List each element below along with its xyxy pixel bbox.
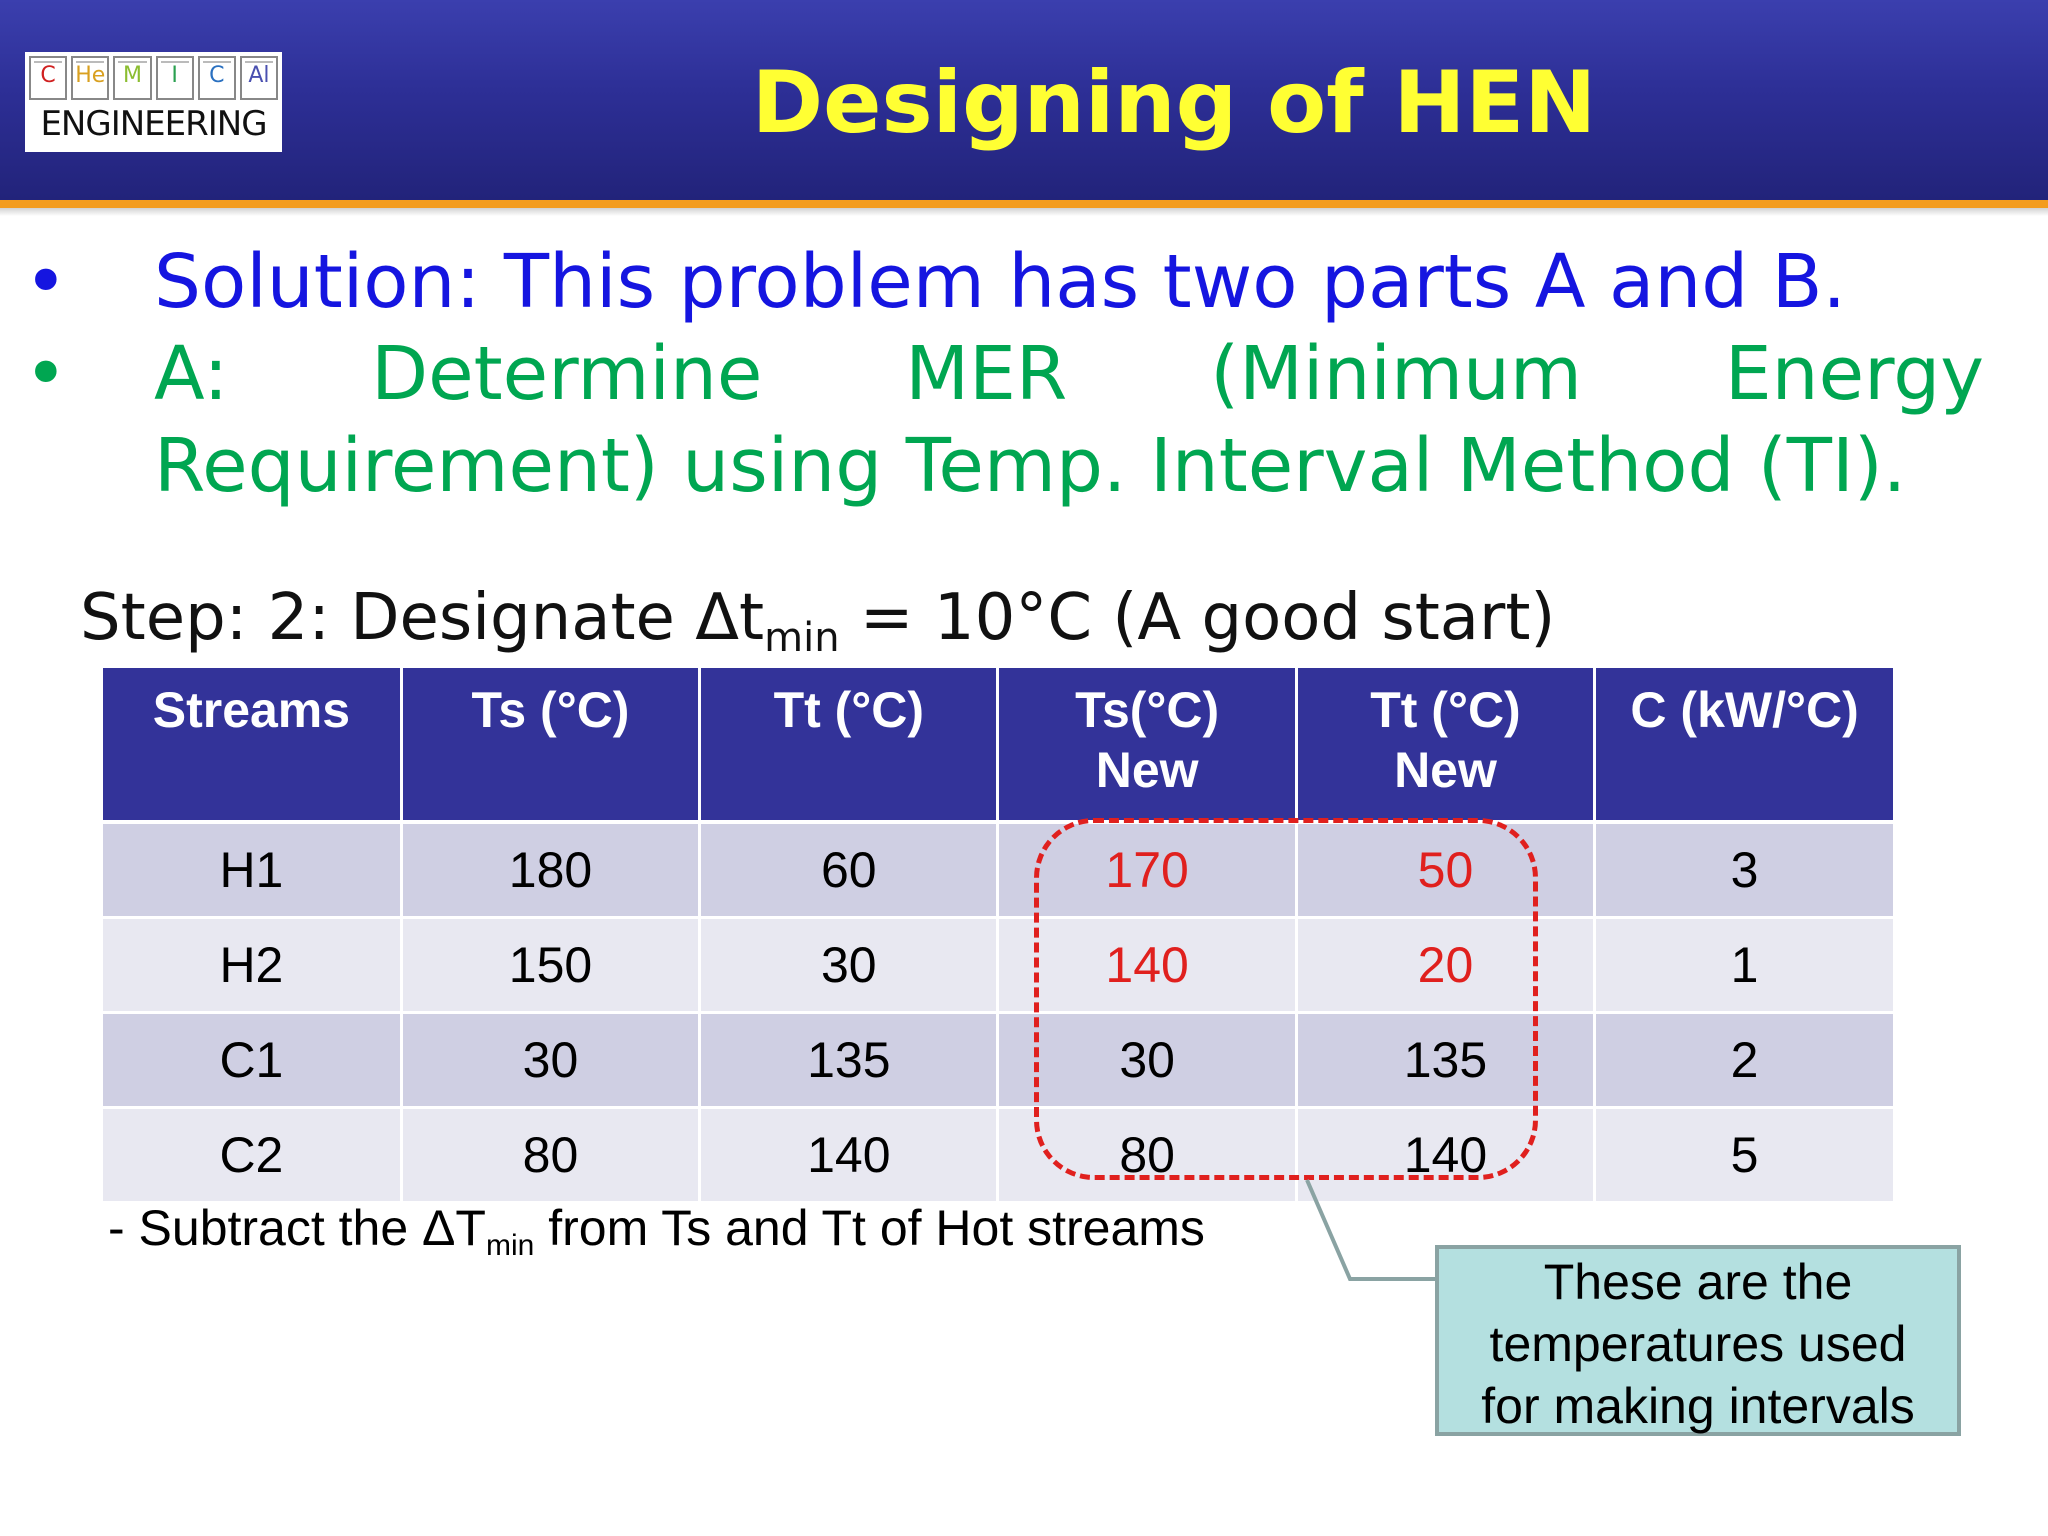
stream-data-table bbox=[103, 668, 1893, 1204]
header-line: Ts (°C) bbox=[471, 682, 630, 738]
table-cell: 180 bbox=[401, 822, 699, 918]
table-cell: H2 bbox=[103, 918, 401, 1013]
header-line: Streams bbox=[152, 682, 351, 738]
table-cell: 80 bbox=[401, 1108, 699, 1203]
table-cell: 150 bbox=[401, 918, 699, 1013]
table-cell: 2 bbox=[1595, 1013, 1893, 1108]
header-line: New bbox=[1095, 742, 1199, 798]
bullet-text-solution: Solution: This problem has two parts A and B. bbox=[154, 239, 1847, 325]
header-ts-new bbox=[998, 668, 1296, 822]
header-line: C (kW/°C) bbox=[1630, 682, 1859, 738]
header-heat-capacity bbox=[1595, 668, 1893, 822]
table-cell: 3 bbox=[1595, 822, 1893, 918]
header-line: Tt (°C) bbox=[1370, 682, 1521, 738]
bullet-marker: • bbox=[24, 331, 68, 417]
logo-text: ENGINEERING bbox=[40, 104, 267, 144]
callout-line: These are the bbox=[1543, 1254, 1853, 1310]
table-cell: 30 bbox=[401, 1013, 699, 1108]
table-cell: 1 bbox=[1595, 918, 1893, 1013]
header-ts bbox=[401, 668, 699, 822]
table-row-h2 bbox=[103, 918, 1893, 1013]
table-cell: H1 bbox=[103, 822, 401, 918]
step-subscript: min bbox=[764, 615, 840, 661]
bullet-text-part-a: A: Determine MER (Minimum Energy Requirement) using Temp. Interval Method (TI). bbox=[154, 331, 1984, 509]
header-accent-bar bbox=[0, 200, 2048, 208]
logo-cell: I bbox=[156, 56, 194, 100]
header-line: Ts(°C) bbox=[1075, 682, 1220, 738]
logo-element-cells bbox=[29, 56, 278, 100]
logo-cell: Al bbox=[240, 56, 278, 100]
header-shadow bbox=[0, 208, 2048, 216]
table-cell: 80 bbox=[998, 1108, 1296, 1203]
step-prefix: Step: 2: Designate Δt bbox=[80, 581, 765, 655]
callout-line: for making intervals bbox=[1481, 1378, 1915, 1434]
table-cell: 135 bbox=[700, 1013, 998, 1108]
chemical-engineering-logo bbox=[25, 52, 282, 152]
slide-title: Designing of HEN bbox=[751, 53, 1597, 153]
header-line: Tt (°C) bbox=[773, 682, 925, 738]
table-row-h1 bbox=[103, 822, 1893, 918]
table-cell: 30 bbox=[700, 918, 998, 1013]
note-suffix: from Ts and Tt of Hot streams bbox=[534, 1200, 1205, 1256]
table-cell: 140 bbox=[700, 1108, 998, 1203]
table-row-c1 bbox=[103, 1013, 1893, 1108]
bullet-list bbox=[24, 236, 1984, 512]
table-cell-highlighted: 170 bbox=[998, 822, 1296, 918]
table-cell-highlighted: 20 bbox=[1296, 918, 1594, 1013]
table-cell-highlighted: 140 bbox=[998, 918, 1296, 1013]
logo-cell: C bbox=[29, 56, 67, 100]
table-cell: 5 bbox=[1595, 1108, 1893, 1203]
table-cell: C2 bbox=[103, 1108, 401, 1203]
table-cell: 135 bbox=[1296, 1013, 1594, 1108]
table-cell: 140 bbox=[1296, 1108, 1594, 1203]
table-cell-highlighted: 50 bbox=[1296, 822, 1594, 918]
callout-line: temperatures used bbox=[1489, 1316, 1907, 1372]
header-tt bbox=[700, 668, 998, 822]
bullet-item-part-a bbox=[24, 328, 1984, 512]
table-row-c2 bbox=[103, 1108, 1893, 1203]
callout-box bbox=[1435, 1245, 1961, 1436]
bullet-item-solution bbox=[24, 236, 1984, 328]
table-header-row bbox=[103, 668, 1893, 822]
logo-cell: He bbox=[71, 56, 109, 100]
note-prefix: - Subtract the ΔT bbox=[108, 1200, 486, 1256]
step-suffix: = 10°C (A good start) bbox=[839, 581, 1556, 655]
table-cell: 30 bbox=[998, 1013, 1296, 1108]
header-line: New bbox=[1394, 742, 1497, 798]
slide-header bbox=[0, 0, 2048, 200]
bullet-marker: • bbox=[24, 239, 68, 325]
logo-cell: M bbox=[113, 56, 151, 100]
note-subscript: min bbox=[485, 1229, 535, 1262]
header-tt-new bbox=[1296, 668, 1594, 822]
table-cell: C1 bbox=[103, 1013, 401, 1108]
table-cell: 60 bbox=[700, 822, 998, 918]
subtract-note bbox=[108, 1196, 1308, 1260]
header-streams bbox=[103, 668, 401, 822]
step-heading bbox=[80, 578, 1680, 661]
logo-cell: C bbox=[198, 56, 236, 100]
